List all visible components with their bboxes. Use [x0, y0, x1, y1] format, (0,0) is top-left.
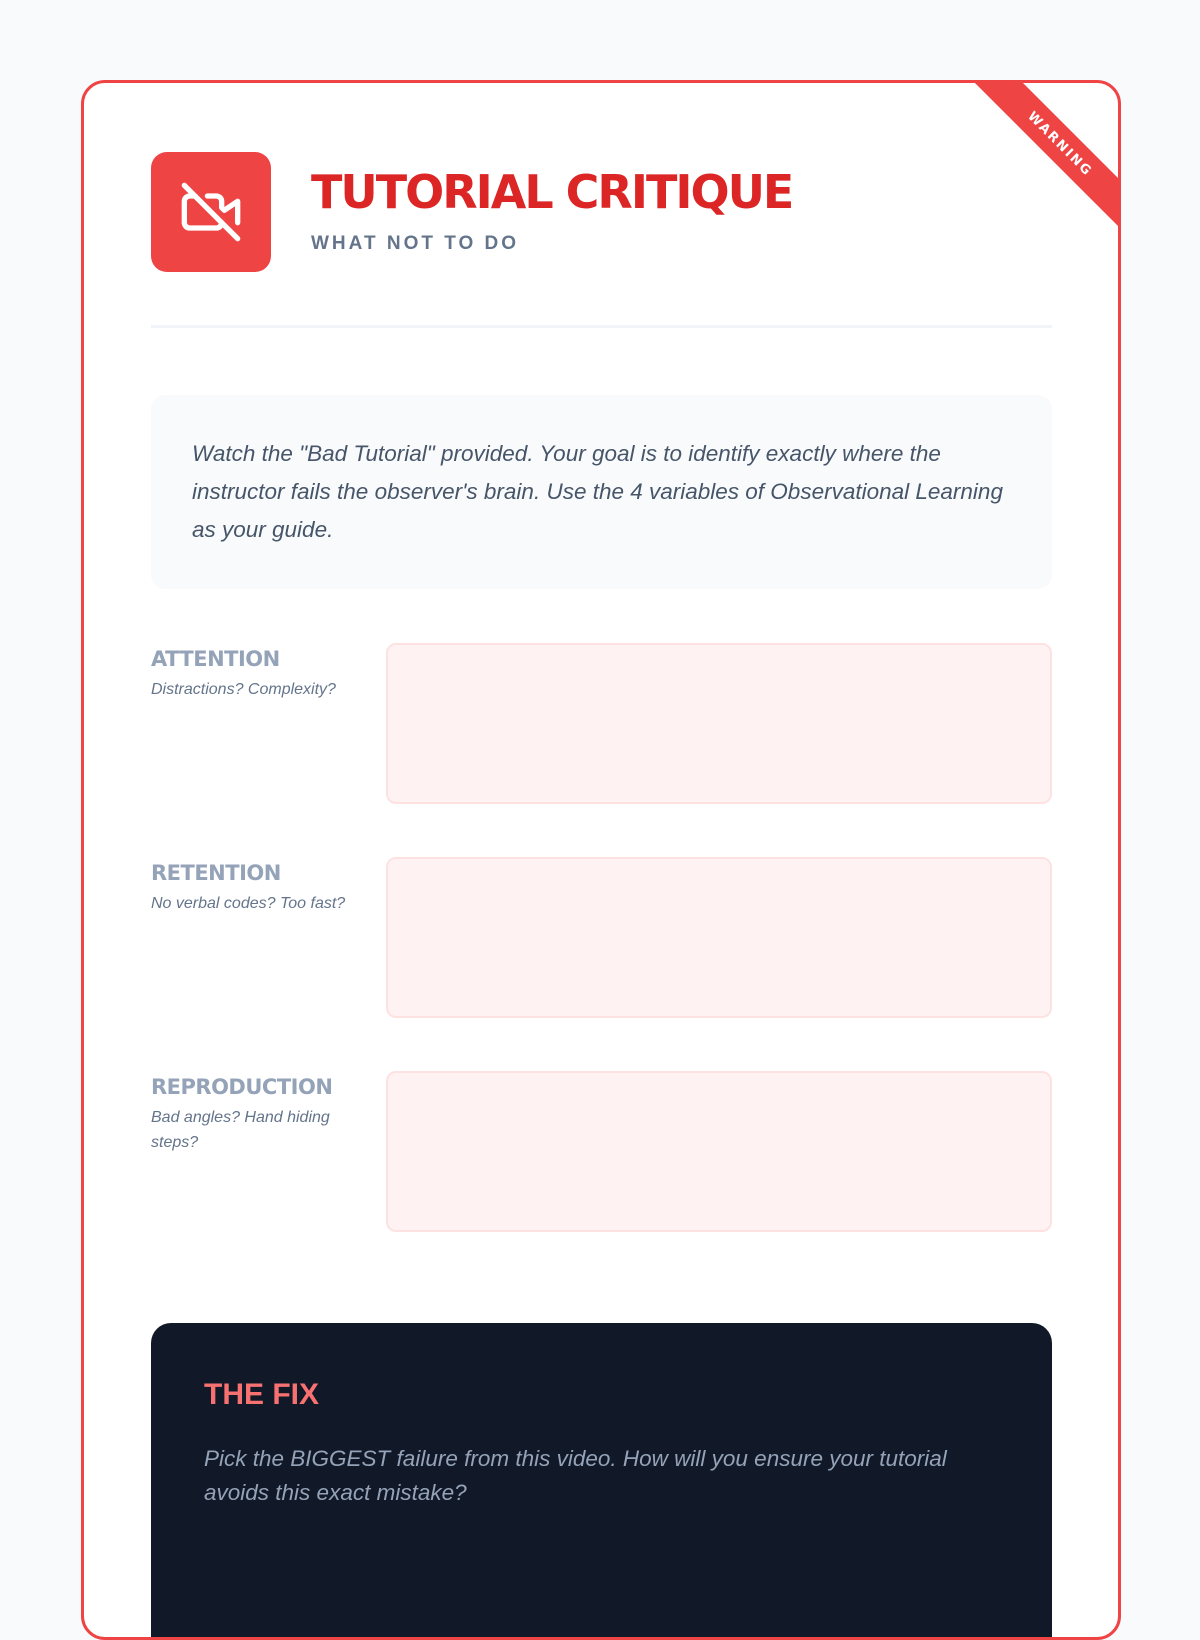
retention-label-group — [151, 857, 366, 916]
fix-panel — [151, 1323, 1052, 1640]
retention-answer-box[interactable] — [386, 857, 1052, 1018]
reproduction-row — [151, 1071, 1052, 1232]
retention-hint: No verbal codes? Too fast? — [151, 895, 346, 912]
attention-label-group — [151, 643, 366, 702]
reproduction-label-group — [151, 1071, 366, 1155]
header-divider — [151, 325, 1052, 328]
page-subtitle: WHAT NOT TO DO — [311, 233, 520, 254]
header-titles — [311, 165, 793, 255]
header — [151, 152, 792, 272]
attention-hint: Distractions? Complexity? — [151, 681, 336, 698]
reproduction-hint: Bad angles? Hand hiding steps? — [151, 1109, 330, 1151]
video-off-icon — [151, 152, 271, 272]
attention-label: ATTENTION — [151, 647, 280, 671]
worksheet-card — [81, 80, 1121, 1640]
attention-answer-box[interactable] — [386, 643, 1052, 804]
attention-row — [151, 643, 1052, 804]
reproduction-label: REPRODUCTION — [151, 1075, 333, 1099]
retention-row — [151, 857, 1052, 1018]
reproduction-answer-box[interactable] — [386, 1071, 1052, 1232]
retention-label: RETENTION — [151, 861, 281, 885]
warning-ribbon: WARNING — [970, 80, 1121, 234]
fix-prompt: Pick the BIGGEST failure from this video. How will you ensure your tutorial avoids this exact mistake? — [204, 1446, 947, 1505]
page-title: TUTORIAL CRITIQUE — [311, 165, 793, 219]
instructions-box: Watch the "Bad Tutorial" provided. Your goal is to identify exactly where the instructor fails the observer's brain. Use the 4 variables of Observational Learning as your guide. — [151, 395, 1052, 589]
fix-title: THE FIX — [204, 1378, 320, 1411]
